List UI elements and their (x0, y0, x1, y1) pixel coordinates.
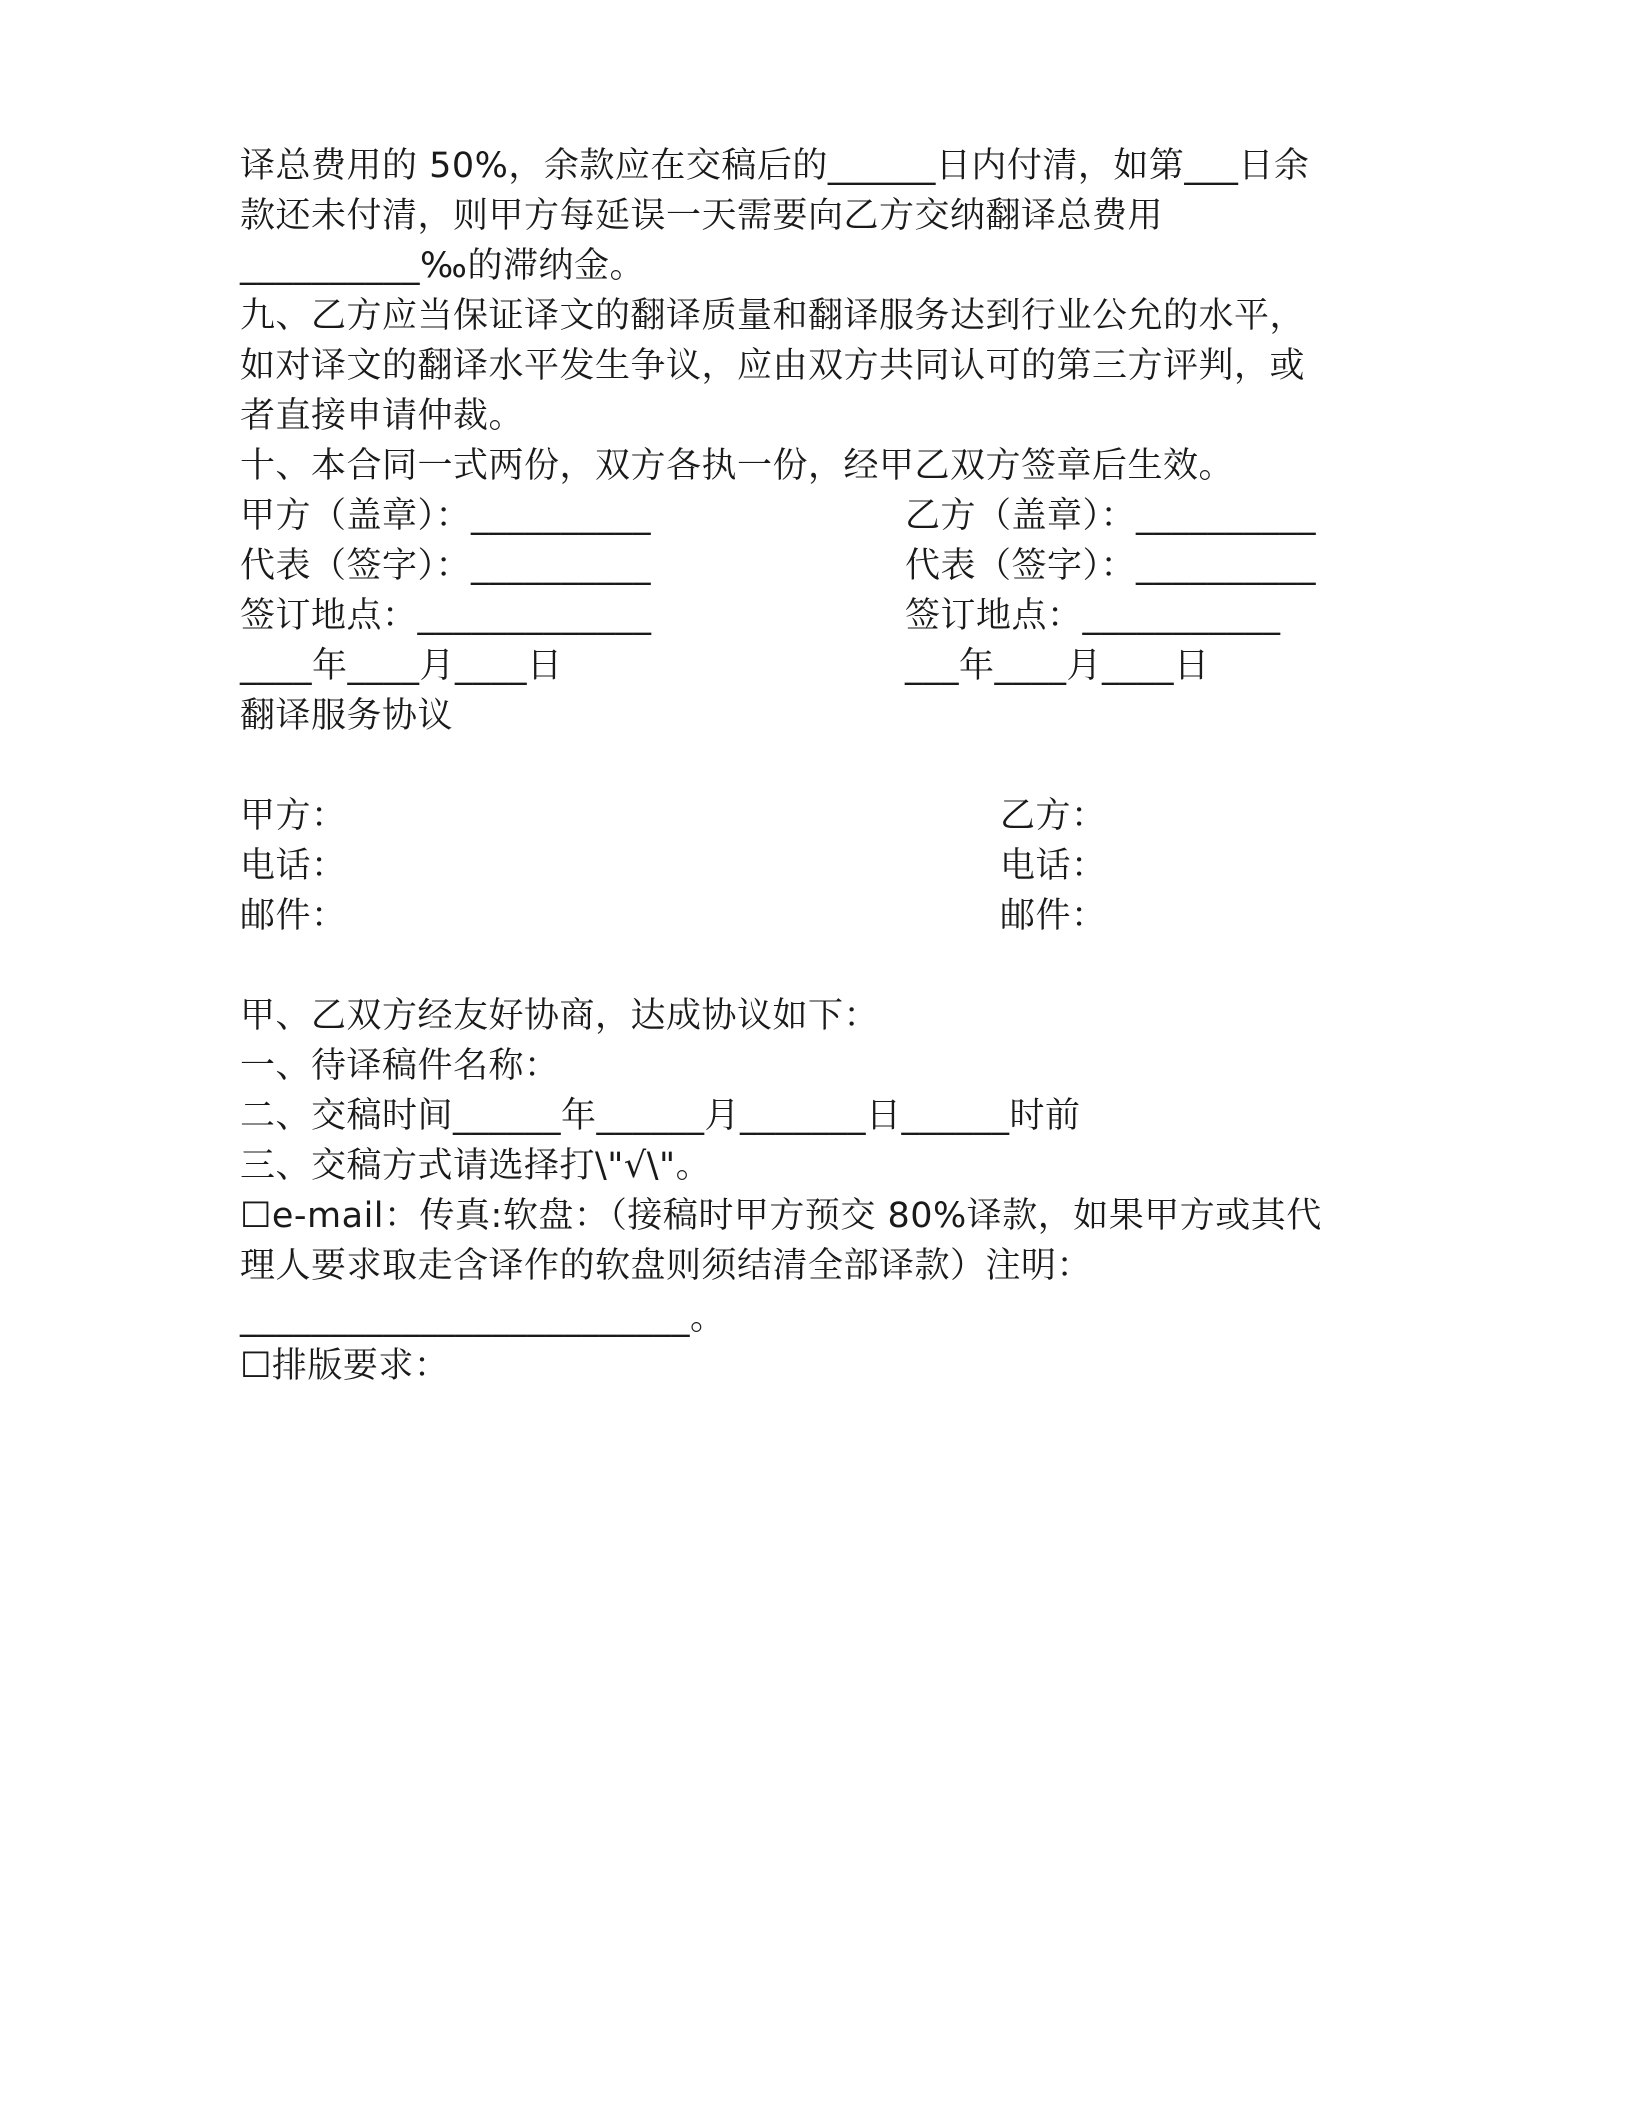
party-b-phone: 电话： (1000, 846, 1107, 886)
agreement-title: 翻译服务协议 (240, 696, 454, 736)
payment-clause-line-3: __________‰的滞纳金。 (240, 246, 645, 286)
party-b-label: 乙方： (1000, 796, 1107, 836)
agreement-intro: 甲、乙双方经友好协商，达成协议如下： (240, 996, 880, 1036)
clause-nine-line-1: 九、乙方应当保证译文的翻译质量和翻译服务达到行业公允的水平， (240, 296, 1306, 336)
payment-clause-line-2: 款还未付清，则甲方每延误一天需要向乙方交纳翻译总费用 (240, 196, 1164, 236)
layout-requirements: ☐排版要求： (240, 1346, 450, 1386)
party-a-phone: 电话： (240, 846, 347, 886)
party-a-seal: 甲方（盖章）：__________ (240, 496, 652, 536)
party-a-signing-place: 签订地点：_____________ (240, 596, 652, 636)
party-b-representative: 代表（签字）：__________ (905, 546, 1317, 586)
party-b-date: ___年____月____日 (905, 646, 1210, 686)
item-one: 一、待译稿件名称： (240, 1046, 560, 1086)
party-b-seal: 乙方（盖章）：__________ (905, 496, 1317, 536)
item-two: 二、交稿时间______年______月_______日______时前 (240, 1096, 1081, 1136)
payment-clause-line-1: 译总费用的 50%，余款应在交稿后的______日内付清，如第___日余 (240, 146, 1310, 186)
delivery-options-line-3: _________________________。 (240, 1298, 726, 1338)
party-a-label: 甲方： (240, 796, 347, 836)
party-b-signing-place: 签订地点：___________ (905, 596, 1281, 636)
party-a-representative: 代表（签字）：__________ (240, 546, 652, 586)
delivery-options-line-2: 理人要求取走含译作的软盘则须结清全部译款）注明： (240, 1246, 1093, 1286)
clause-nine-line-3: 者直接申请仲裁。 (240, 396, 525, 436)
party-a-date: ____年____月____日 (240, 646, 563, 686)
item-three: 三、交稿方式请选择打\"√\"。 (240, 1146, 712, 1186)
clause-nine-line-2: 如对译文的翻译水平发生争议，应由双方共同认可的第三方评判，或 (240, 346, 1306, 386)
delivery-options-line-1: ☐e-mail：传真:软盘：（接稿时甲方预交 80%译款，如果甲方或其代 (240, 1196, 1322, 1236)
party-a-email: 邮件： (240, 896, 347, 936)
clause-ten: 十、本合同一式两份，双方各执一份，经甲乙双方签章后生效。 (240, 446, 1235, 486)
party-b-email: 邮件： (1000, 896, 1107, 936)
